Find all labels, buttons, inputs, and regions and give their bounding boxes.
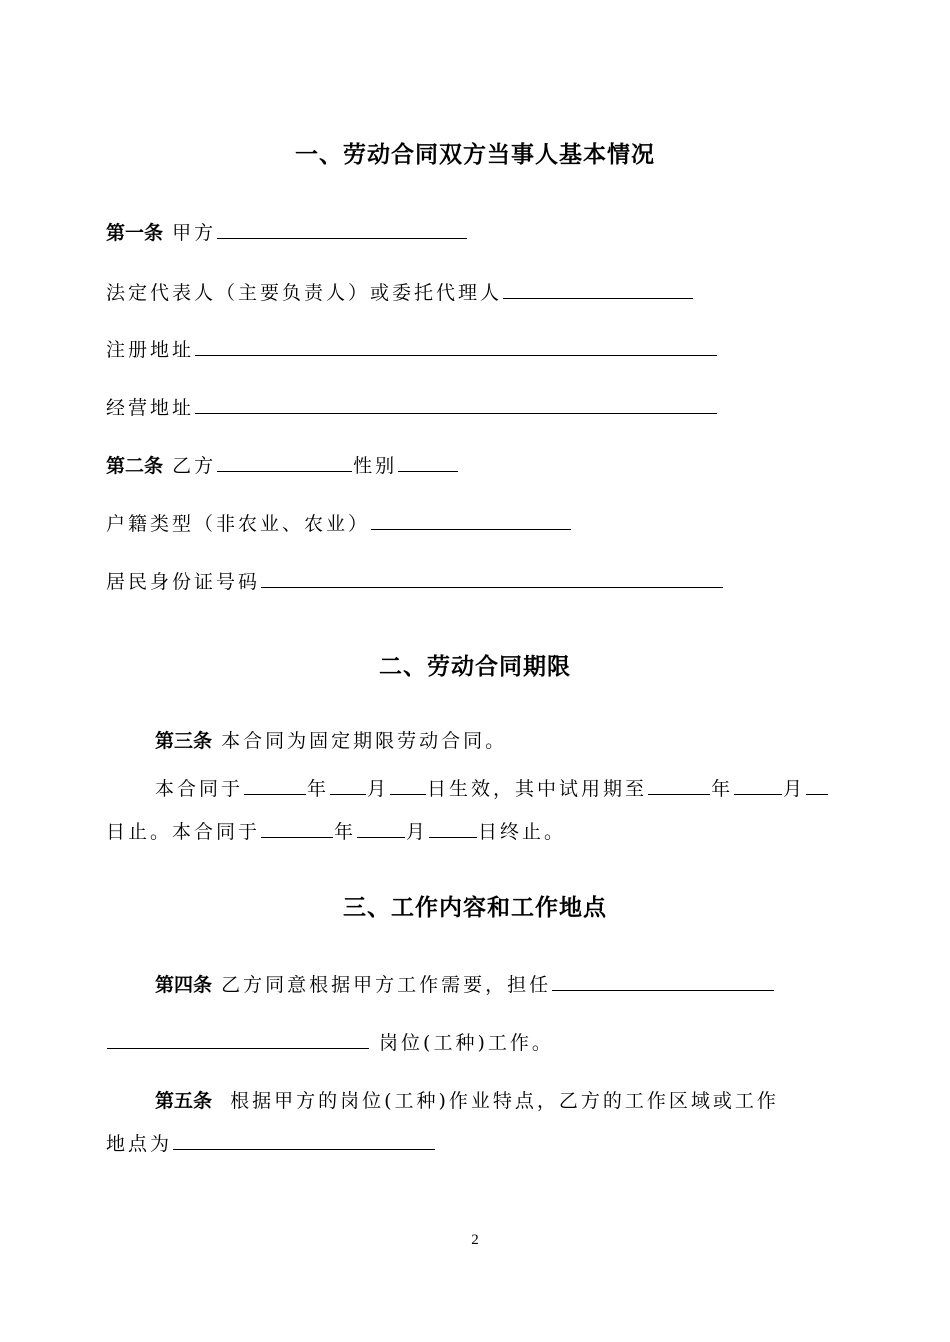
probation-end-label: 日止。本合同于	[106, 821, 261, 843]
article-3-text: 本合同为固定期限劳动合同。	[221, 730, 508, 752]
legal-rep-label: 法定代表人（主要负责人）或委托代理人	[106, 282, 503, 304]
article-5-tail: 地点为	[106, 1133, 173, 1155]
term-line-2	[106, 817, 566, 846]
term-line-1	[155, 774, 829, 803]
party-a-label: 甲方	[172, 222, 217, 244]
party-a-blank[interactable]	[217, 218, 467, 239]
end-day-blank[interactable]	[429, 817, 477, 838]
work-location-blank[interactable]	[173, 1129, 435, 1150]
end-year-blank[interactable]	[261, 817, 333, 838]
section-heading-1: 一、劳动合同双方当事人基本情况	[295, 142, 655, 168]
legal-rep-line	[106, 278, 694, 307]
gender-label: 性别	[353, 455, 398, 477]
legal-rep-blank[interactable]	[503, 278, 693, 299]
section-heading-3: 三、工作内容和工作地点	[343, 895, 607, 921]
reg-address-line	[106, 335, 718, 364]
effective-label: 日生效，其中试用期至	[427, 778, 648, 800]
household-blank[interactable]	[371, 509, 571, 530]
id-number-label: 居民身份证号码	[106, 571, 261, 593]
start-year-blank[interactable]	[244, 774, 306, 795]
article-3-line	[155, 727, 507, 755]
household-line	[106, 509, 572, 538]
year-label: 年	[307, 778, 330, 800]
article-4-line	[155, 970, 775, 999]
month-label: 月	[406, 821, 429, 843]
biz-address-label: 经营地址	[106, 397, 195, 419]
article-4-text: 乙方同意根据甲方工作需要，担任	[221, 974, 552, 996]
biz-address-blank[interactable]	[195, 393, 717, 414]
end-month-blank[interactable]	[357, 817, 405, 838]
probation-year-blank[interactable]	[648, 774, 710, 795]
term-start-label: 本合同于	[155, 778, 244, 800]
article-5-line-2	[106, 1129, 436, 1158]
gender-blank[interactable]	[398, 451, 458, 472]
article-5-label: 第五条	[155, 1090, 213, 1112]
article-4-label: 第四条	[155, 974, 213, 996]
id-number-blank[interactable]	[261, 567, 723, 588]
article-1-line	[106, 218, 468, 247]
article-2-label: 第二条	[106, 455, 164, 477]
article-5-line	[155, 1087, 779, 1115]
reg-address-label: 注册地址	[106, 339, 195, 361]
article-4-line-2	[106, 1028, 554, 1057]
month-label: 月	[367, 778, 390, 800]
probation-month-blank[interactable]	[734, 774, 782, 795]
page-number: 2	[471, 1232, 479, 1248]
article-1-label: 第一条	[106, 222, 164, 244]
year-label: 年	[334, 821, 357, 843]
month-label: 月	[783, 778, 806, 800]
household-label: 户籍类型（非农业、农业）	[106, 513, 371, 535]
article-2-line	[106, 451, 459, 480]
year-label: 年	[711, 778, 734, 800]
position-blank-2[interactable]	[107, 1028, 369, 1049]
position-blank-1[interactable]	[552, 970, 774, 991]
start-month-blank[interactable]	[330, 774, 366, 795]
section-heading-2: 二、劳动合同期限	[379, 654, 571, 680]
probation-day-blank[interactable]	[806, 774, 828, 795]
article-3-label: 第三条	[155, 730, 213, 752]
terminate-label: 日终止。	[478, 821, 567, 843]
id-number-line	[106, 567, 724, 596]
reg-address-blank[interactable]	[195, 335, 717, 356]
article-5-text: 根据甲方的岗位(工种)作业特点，乙方的工作区域或工作	[230, 1090, 779, 1112]
article-4-tail: 岗位(工种)工作。	[379, 1032, 554, 1054]
biz-address-line	[106, 393, 718, 422]
party-b-blank[interactable]	[217, 451, 352, 472]
start-day-blank[interactable]	[390, 774, 426, 795]
party-b-label: 乙方	[172, 455, 217, 477]
